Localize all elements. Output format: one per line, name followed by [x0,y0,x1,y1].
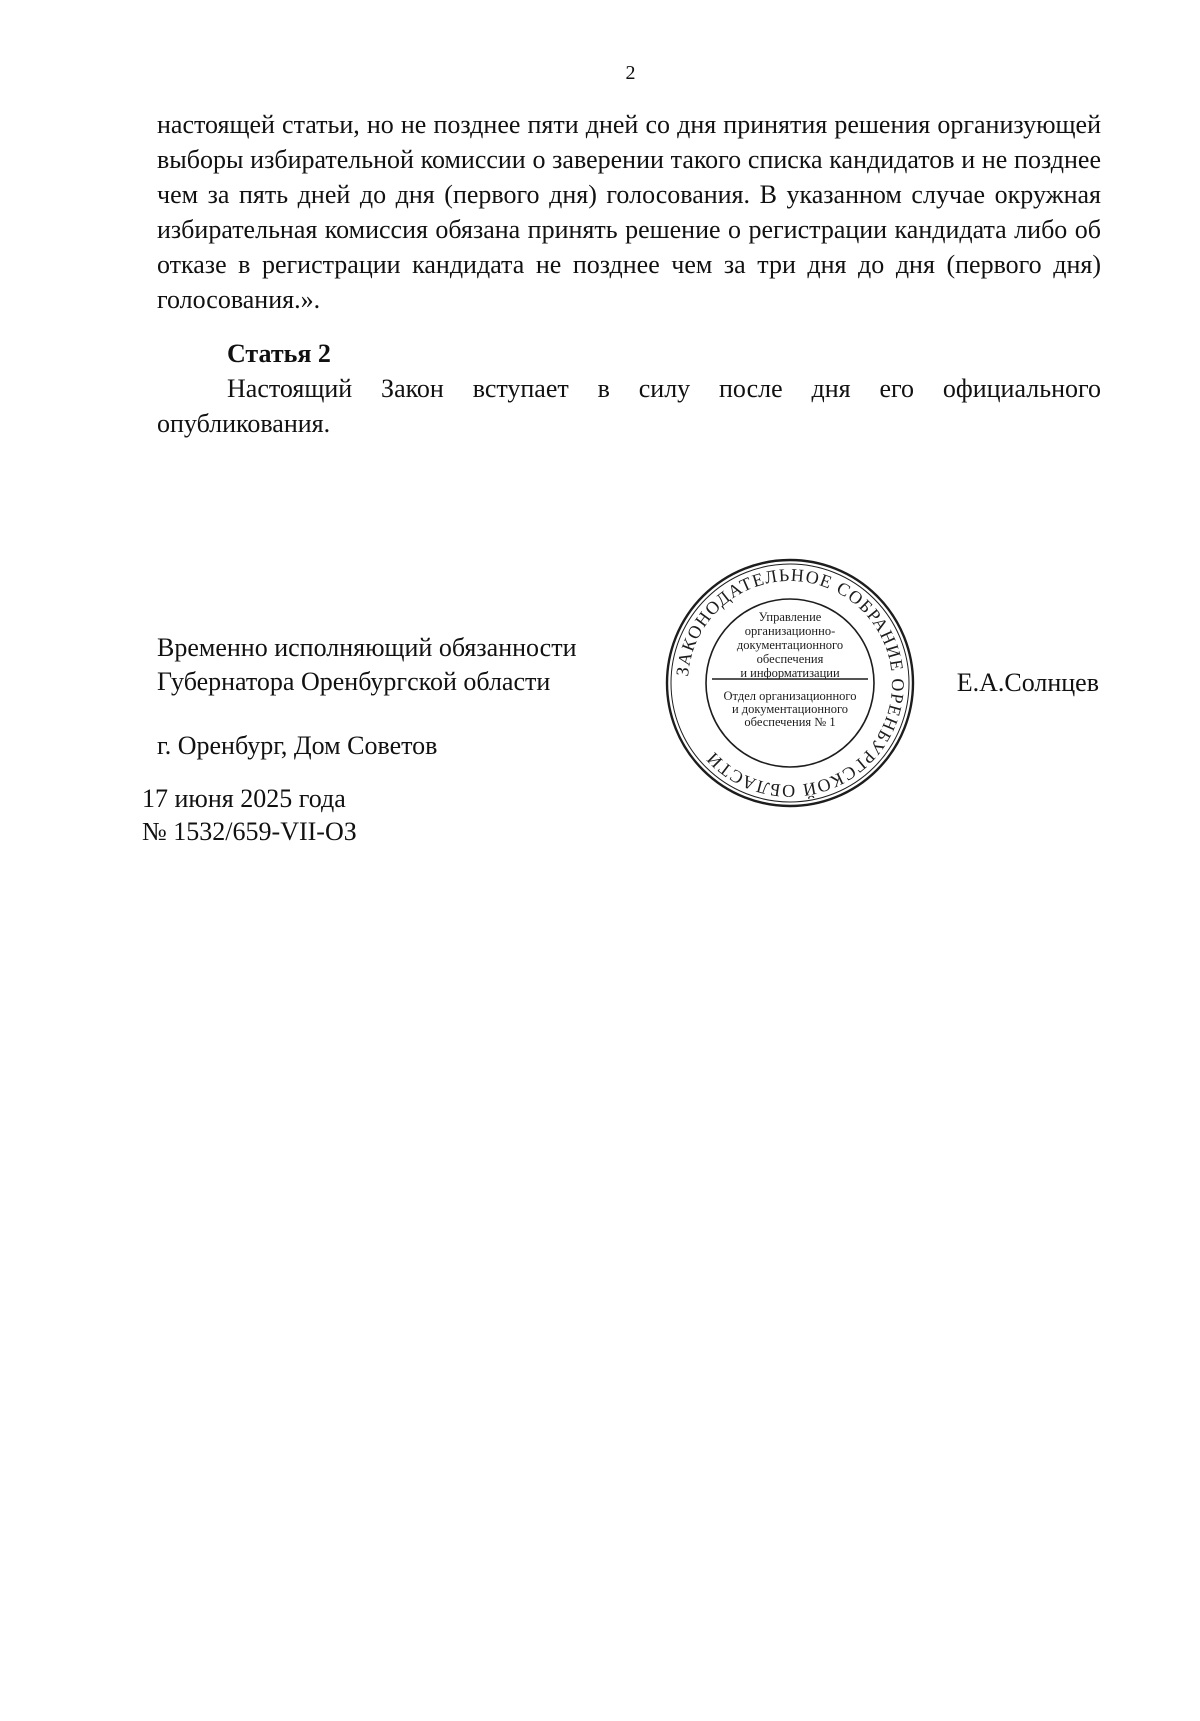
seal-bottom-line-2: и документационного [731,702,849,716]
law-number: № 1532/659-VII-ОЗ [142,817,357,846]
signatory-title-line-2: Губернатора Оренбургской области [157,667,551,696]
seal-inner-line-4: обеспечения [756,652,824,666]
signatory-title-line-1: Временно исполняющий обязанности [157,633,577,662]
signing-place: г. Оренбург, Дом Советов [157,731,438,760]
article-1-continuation: настоящей статьи, но не позднее пяти дней со дня принятия решения организующей выборы избирательной комиссии о заверении такого списка кандидатов и не позднее чем за пять дней до дня (первого дня) голосования. В указанном случае окружная избирательная комиссия обязана принять решение о регистрации кандидата либо об отказе в регистрации кандидата не позднее чем за три дня до дня (первого дня) голосования.». [157,110,1101,314]
signatory-title [157,631,577,699]
official-seal [662,555,918,811]
article-2-heading: Статья 2 [227,339,331,368]
seal-inner-line-3: документационного [736,638,844,652]
page-number: 2 [625,62,636,84]
article-2-text: Настоящий Закон вступает в силу после дня его официального опубликования. [157,374,1101,438]
seal-inner-line-5: и информатизации [740,666,840,680]
signatory-name: Е.А.Солнцев [956,668,1099,697]
signing-date: 17 июня 2025 года [142,784,346,813]
seal-bottom-line-3: обеспечения № 1 [744,715,836,729]
seal-inner-line-2: организационно- [744,624,836,638]
seal-ring-text: ЗАКОНОДАТЕЛЬНОЕ СОБРАНИЕ ОРЕНБУРГСКОЙ ОБЛАСТИ [672,564,909,802]
seal-bottom-line-1: Отдел организационного [723,689,857,703]
seal-graphic [662,555,918,811]
seal-inner-text [724,610,857,729]
seal-inner-line-1: Управление [758,610,822,624]
